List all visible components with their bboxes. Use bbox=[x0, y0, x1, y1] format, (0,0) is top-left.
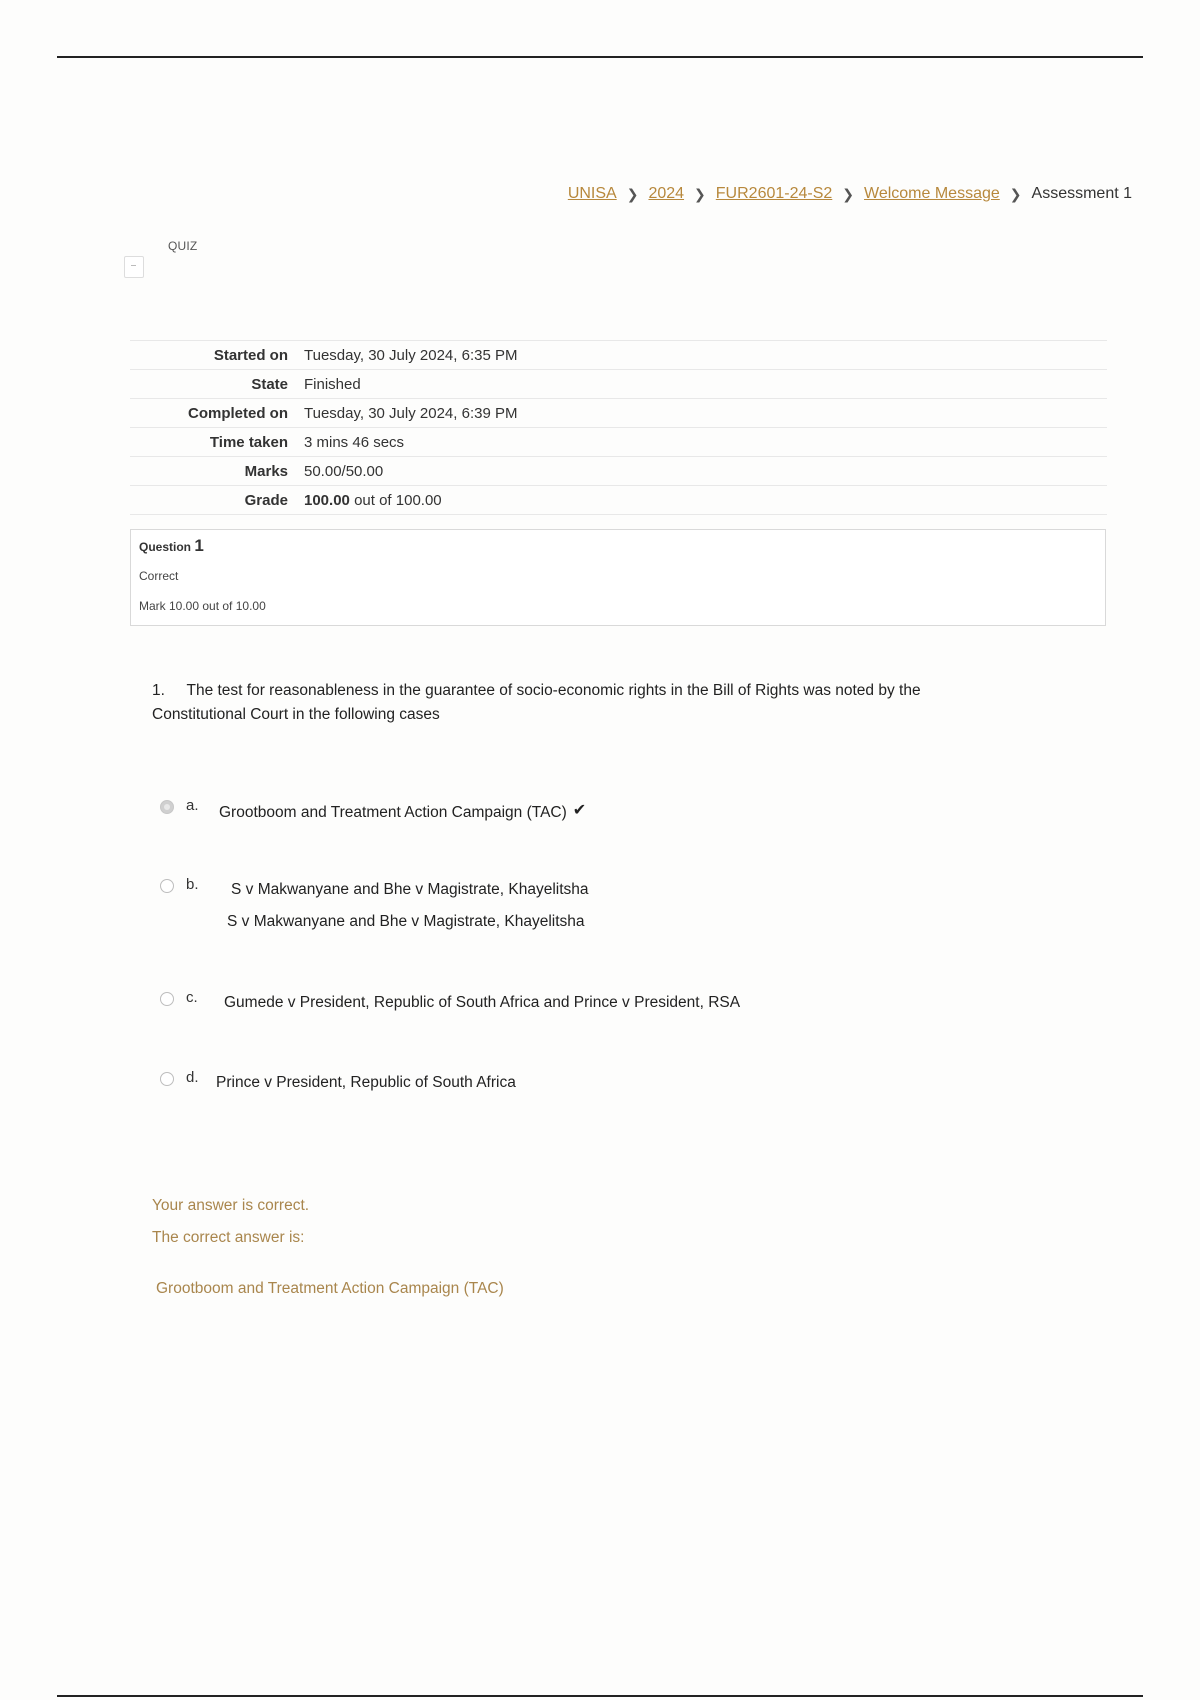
answer-letter: c. bbox=[186, 989, 198, 1006]
answer-text: Prince v President, Republic of South Africa bbox=[216, 1074, 516, 1091]
grade-label: Grade bbox=[244, 491, 288, 509]
answer-letter: a. bbox=[186, 797, 199, 814]
answer-letter: b. bbox=[186, 876, 199, 893]
table-row bbox=[130, 486, 1107, 515]
question-text bbox=[152, 679, 1012, 727]
question-state: Correct bbox=[139, 569, 179, 583]
question-info-box bbox=[130, 529, 1106, 626]
question-number bbox=[139, 536, 204, 556]
attempt-summary-table bbox=[130, 340, 1107, 515]
summary-label: Time taken bbox=[209, 433, 288, 451]
summary-label: Completed on bbox=[188, 404, 288, 422]
radio-button-checked[interactable] bbox=[160, 800, 174, 814]
radio-button[interactable] bbox=[160, 1072, 174, 1086]
table-row bbox=[130, 341, 1107, 370]
quiz-icon bbox=[124, 256, 144, 278]
summary-label: State bbox=[251, 375, 288, 393]
question-mark: Mark 10.00 out of 10.00 bbox=[139, 599, 266, 613]
radio-button[interactable] bbox=[160, 879, 174, 893]
breadcrumb-current: Assessment 1 bbox=[1031, 185, 1132, 202]
top-divider bbox=[57, 56, 1143, 58]
table-row bbox=[130, 399, 1107, 428]
summary-value: Tuesday, 30 July 2024, 6:35 PM bbox=[304, 346, 518, 364]
table-row bbox=[130, 370, 1107, 399]
table-row bbox=[130, 428, 1107, 457]
summary-value: Finished bbox=[304, 375, 361, 393]
chevron-right-icon: ❯ bbox=[626, 185, 639, 202]
breadcrumb bbox=[568, 185, 1132, 203]
question-text-number: 1. bbox=[152, 682, 165, 699]
answer-text: Grootboom and Treatment Action Campaign (TAC) bbox=[219, 804, 567, 821]
summary-value: Tuesday, 30 July 2024, 6:39 PM bbox=[304, 404, 518, 422]
breadcrumb-link-welcome[interactable]: Welcome Message bbox=[864, 185, 1000, 202]
breadcrumb-link-2024[interactable]: 2024 bbox=[648, 185, 685, 202]
question-text-body: The test for reasonableness in the guarantee of socio-economic rights in the Bill of Rights was noted by the Constitutional Court in the following cases bbox=[152, 682, 921, 723]
summary-value: 3 mins 46 secs bbox=[304, 433, 405, 451]
answer-text-repeat: S v Makwanyane and Bhe v Magistrate, Khayelitsha bbox=[227, 913, 585, 930]
table-row bbox=[130, 457, 1107, 486]
summary-value: 50.00/50.00 bbox=[304, 462, 384, 480]
summary-label: Started on bbox=[213, 346, 288, 364]
checkmark-icon: ✔ bbox=[572, 802, 587, 819]
quiz-label: QUIZ bbox=[168, 239, 198, 253]
chevron-right-icon: ❯ bbox=[842, 185, 855, 202]
bottom-divider bbox=[57, 1695, 1143, 1697]
answer-letter: d. bbox=[186, 1069, 199, 1086]
feedback-correct-label: The correct answer is: bbox=[152, 1229, 305, 1246]
feedback-result: Your answer is correct. bbox=[152, 1197, 310, 1214]
grade-suffix: out of 100.00 bbox=[354, 491, 442, 509]
breadcrumb-link-course[interactable]: FUR2601-24-S2 bbox=[715, 185, 833, 202]
question-number-value: 1 bbox=[194, 536, 204, 555]
summary-label: Marks bbox=[244, 462, 288, 480]
breadcrumb-link-unisa[interactable]: UNISA bbox=[567, 185, 617, 202]
feedback-correct-answer: Grootboom and Treatment Action Campaign (TAC) bbox=[156, 1280, 504, 1297]
chevron-right-icon: ❯ bbox=[1009, 185, 1022, 202]
grade-value: 100.00 bbox=[304, 491, 350, 509]
grade-value-cell bbox=[304, 486, 1107, 515]
chevron-right-icon: ❯ bbox=[694, 185, 706, 202]
radio-button[interactable] bbox=[160, 992, 174, 1006]
question-label: Question bbox=[139, 540, 192, 554]
answer-text: S v Makwanyane and Bhe v Magistrate, Khayelitsha bbox=[231, 881, 589, 898]
answer-text: Gumede v President, Republic of South Africa and Prince v President, RSA bbox=[224, 994, 741, 1011]
